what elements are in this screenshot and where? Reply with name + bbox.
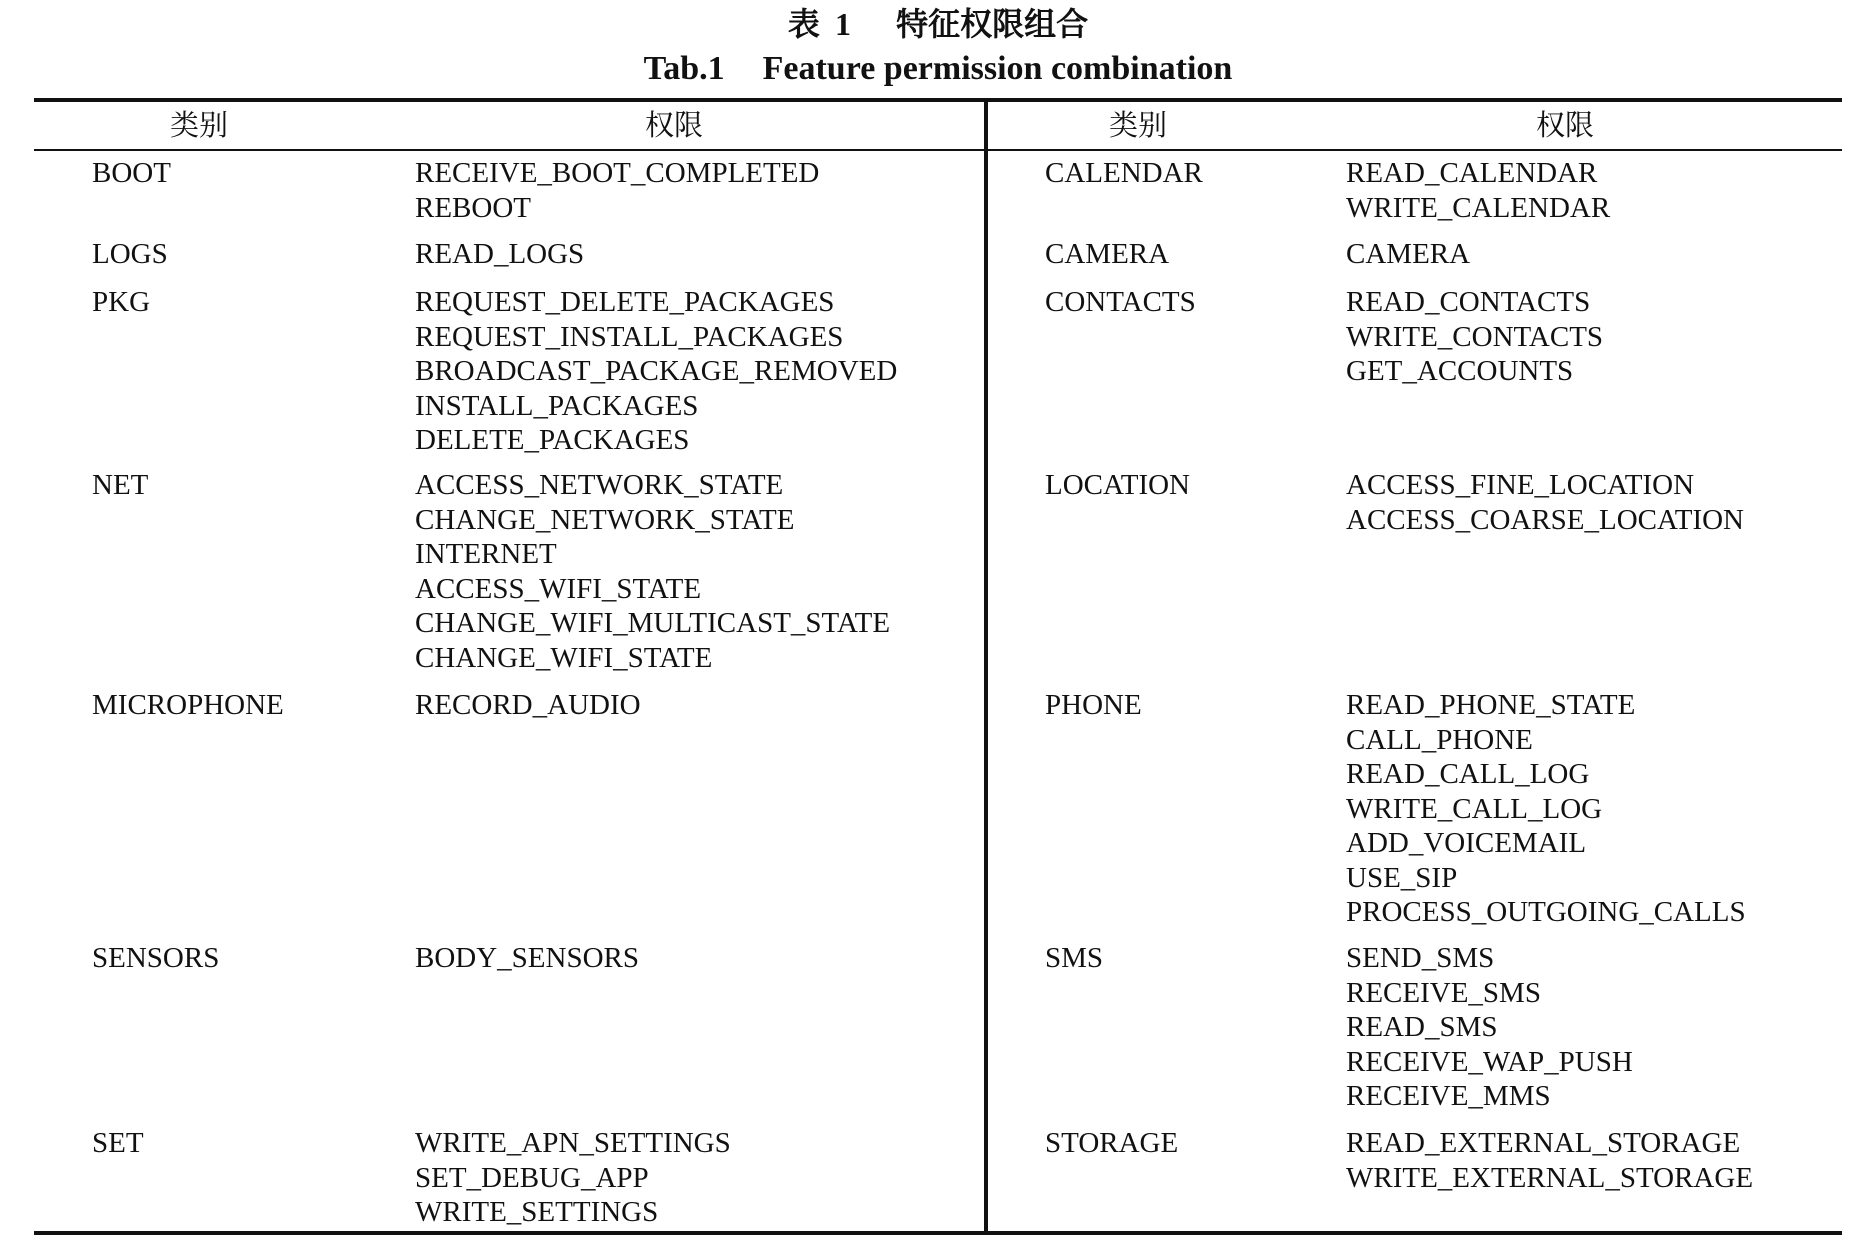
permission-item: READ_PHONE_STATE [1346,689,1636,721]
header-left-category: 类别 [169,108,228,142]
header-right-category: 类别 [1108,108,1167,142]
left-permissions-cell [415,688,641,723]
right-category-cell: LOCATION [1045,469,1190,501]
left-category-cell: BOOT [92,157,171,189]
right-category-cell: SMS [1045,942,1104,974]
permission-item: READ_LOGS [415,238,585,270]
permission-item: CALL_PHONE [1346,723,1533,756]
left-permissions-cell [415,1126,731,1230]
permission-item: READ_CALENDAR [1346,157,1598,189]
permission-item: REQUEST_INSTALL_PACKAGES [415,320,844,353]
permission-item: REBOOT [415,191,531,224]
permission-item: WRITE_CONTACTS [1346,320,1604,353]
permission-item: SET_DEBUG_APP [415,1161,649,1194]
permission-item: RECORD_AUDIO [415,689,641,721]
table-bottom-rule [34,1231,1842,1235]
permission-item: ACCESS_COARSE_LOCATION [1346,503,1744,536]
right-permissions-cell [1346,688,1746,930]
permission-item: WRITE_EXTERNAL_STORAGE [1346,1161,1754,1194]
permission-item: INTERNET [415,538,557,570]
right-permissions-cell [1346,941,1633,1114]
permission-item: SEND_SMS [1346,942,1495,974]
permission-item: READ_EXTERNAL_STORAGE [1346,1127,1741,1159]
table-title-chinese [0,2,1876,46]
left-permissions-cell [415,285,897,458]
permission-item: RECEIVE_SMS [1346,976,1541,1009]
right-category-cell: STORAGE [1045,1127,1179,1159]
left-category-cell: SENSORS [92,942,220,974]
permission-item: WRITE_SETTINGS [415,1196,659,1228]
permission-item: ACCESS_WIFI_STATE [415,572,702,605]
left-permissions-cell [415,156,819,225]
permission-item: ACCESS_NETWORK_STATE [415,469,784,501]
left-permissions-cell [415,237,584,272]
right-category-cell: CAMERA [1045,238,1170,270]
right-category-cell: CONTACTS [1045,286,1196,318]
permission-item: DELETE_PACKAGES [415,424,690,456]
right-permissions-cell [1346,156,1610,225]
left-permissions-cell [415,941,639,976]
permission-item: READ_SMS [1346,1011,1498,1043]
header-right-permission: 权限 [1535,108,1594,142]
left-category-cell: PKG [92,286,151,318]
permission-item: CAMERA [1346,238,1471,270]
permission-item: WRITE_CALL_LOG [1346,792,1603,825]
right-category-cell: PHONE [1045,689,1142,721]
table-title-cn-number: 1 [835,6,851,42]
permission-item: WRITE_CALENDAR [1346,191,1611,224]
permission-item: ACCESS_FINE_LOCATION [1346,469,1695,501]
permission-item: READ_CALL_LOG [1346,758,1590,790]
header-left-permission: 权限 [644,108,703,142]
permission-item: READ_CONTACTS [1346,286,1591,318]
permission-item: REQUEST_DELETE_PACKAGES [415,286,835,318]
permission-item: USE_SIP [1346,861,1458,894]
permission-item: RECEIVE_WAP_PUSH [1346,1045,1633,1078]
table-title-en-text: Feature permission combination [762,50,1233,87]
left-category-cell: SET [92,1127,144,1159]
permission-item: INSTALL_PACKAGES [415,389,699,422]
right-category-cell: CALENDAR [1045,157,1203,189]
table-header-rule [34,149,1842,151]
right-permissions-cell [1346,468,1744,537]
right-permissions-cell [1346,285,1603,389]
table-center-divider [984,98,988,1235]
permission-item: BROADCAST_PACKAGE_REMOVED [415,355,898,387]
table-top-rule [34,98,1842,102]
permission-item: RECEIVE_MMS [1346,1080,1551,1112]
permission-item: CHANGE_WIFI_MULTICAST_STATE [415,607,891,639]
right-permissions-cell [1346,1126,1753,1195]
permission-item: PROCESS_OUTGOING_CALLS [1346,896,1746,928]
permission-item: RECEIVE_BOOT_COMPLETED [415,157,820,189]
table-title-en-prefix: Tab.1 [643,50,725,87]
table-title-english [0,48,1876,90]
permission-item: CHANGE_WIFI_STATE [415,641,713,674]
right-permissions-cell [1346,237,1470,272]
left-permissions-cell [415,468,890,675]
left-category-cell: NET [92,469,149,501]
permission-item: BODY_SENSORS [415,942,639,974]
left-category-cell: MICROPHONE [92,689,284,721]
permission-item: ADD_VOICEMAIL [1346,827,1587,859]
permission-item: GET_ACCOUNTS [1346,355,1574,387]
table-title-cn-text: 特征权限组合 [896,5,1089,43]
table-title-cn-prefix: 表 [787,5,820,43]
permission-item: CHANGE_NETWORK_STATE [415,503,795,536]
permission-item: WRITE_APN_SETTINGS [415,1127,731,1159]
left-category-cell: LOGS [92,238,168,270]
